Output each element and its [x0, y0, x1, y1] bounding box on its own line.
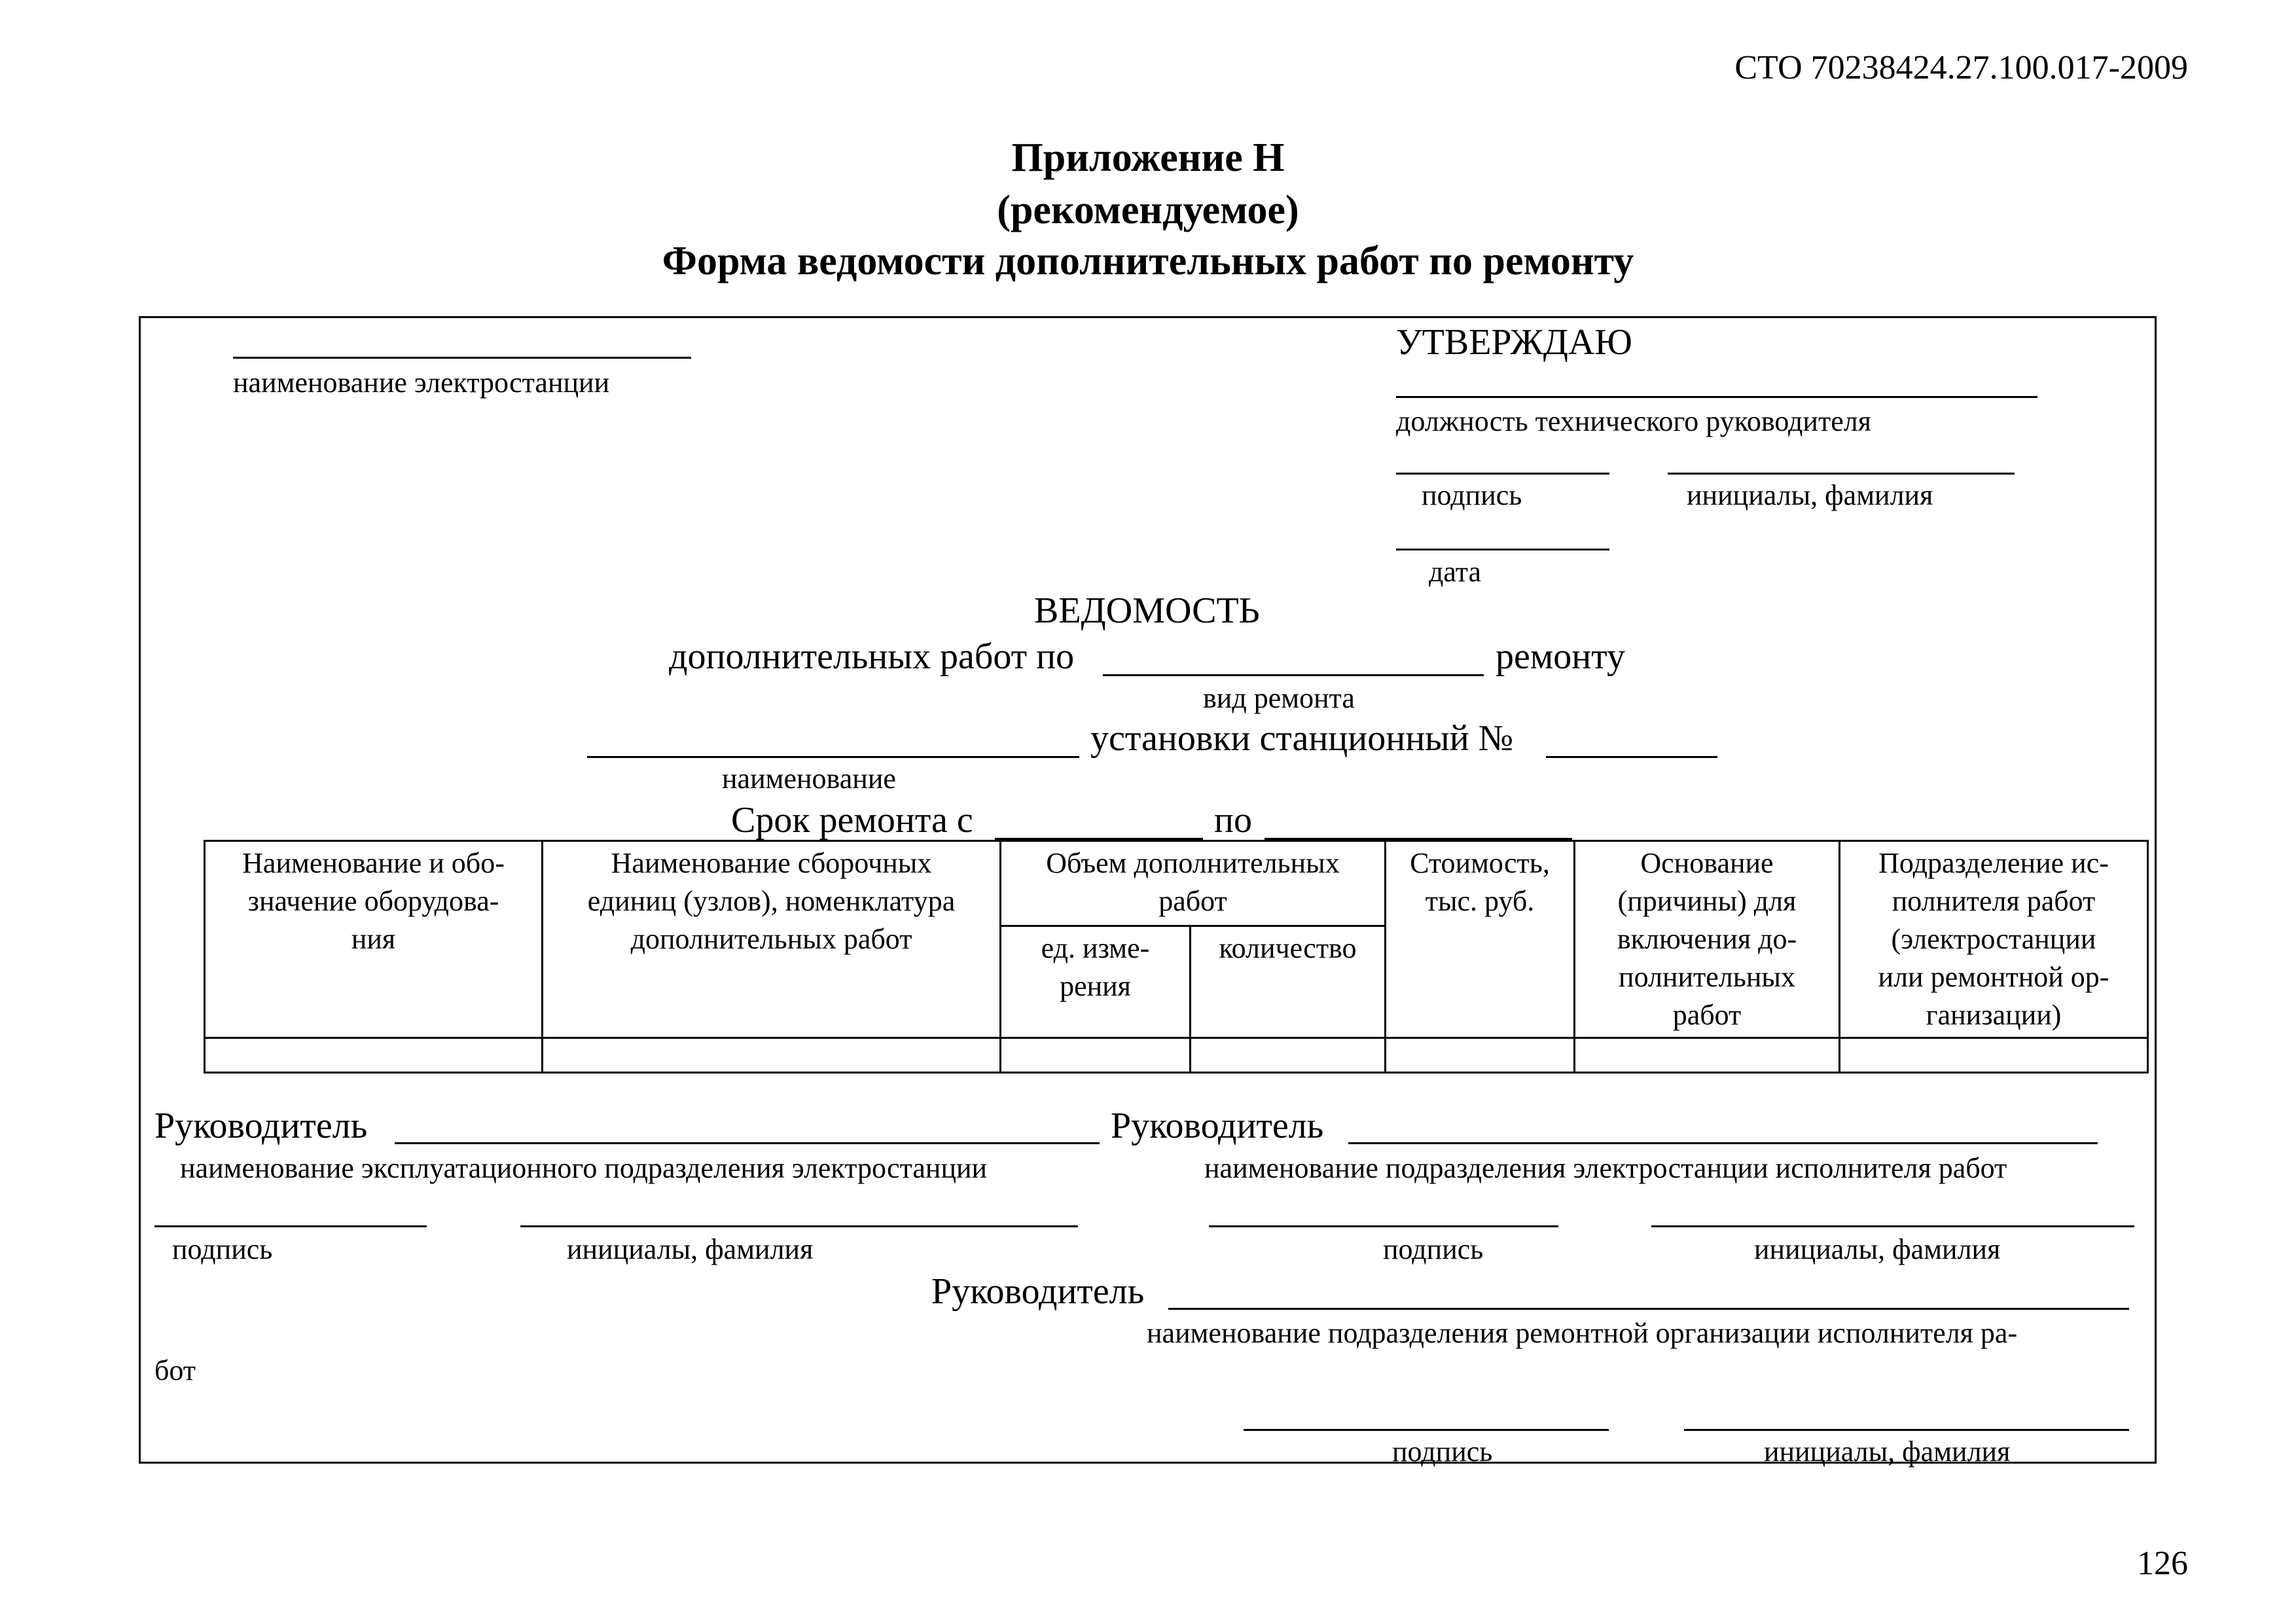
approve-initials-caption: инициалы, фамилия: [1687, 479, 1933, 511]
position-line: [1396, 396, 2037, 398]
left-initials-line: [520, 1225, 1078, 1227]
approve-label: УТВЕРЖДАЮ: [1396, 322, 1632, 363]
table-cell: [205, 1038, 543, 1073]
header-assembly-units: Наименование сборочных единиц (узлов), номенклатура дополнительных работ: [543, 841, 1001, 1038]
installation-name-line: [587, 756, 1079, 758]
header-executor: Подразделение ис- полнителя работ (электростанции или ремонтной ор- ганизации): [1840, 841, 2148, 1038]
approve-signature-line: [1396, 473, 1609, 475]
header-volume-quantity: количество: [1191, 926, 1386, 1038]
head-operating-line: [395, 1142, 1100, 1144]
table-cell: [1001, 1038, 1191, 1073]
head-operating-label: Руководитель: [154, 1106, 368, 1146]
left-signature-caption: подпись: [172, 1233, 273, 1265]
header-volume-unit: ед. изме- рения: [1001, 926, 1191, 1038]
installation-label: установки станционный №: [1090, 718, 1514, 759]
head-repair-org-line: [1168, 1308, 2129, 1310]
table-cell: [543, 1038, 1001, 1073]
station-name-caption: наименование электростанции: [233, 367, 610, 399]
table-row: [205, 1038, 2148, 1073]
right-signature-caption: подпись: [1383, 1233, 1484, 1265]
header-volume: Объем дополнительных работ: [1001, 841, 1386, 926]
table-cell: [1840, 1038, 2148, 1073]
statement-works-prefix: дополнительных работ по: [669, 636, 1075, 677]
works-table: [204, 840, 2149, 1074]
table-cell: [1575, 1038, 1840, 1073]
head-repair-org-caption-end: бот: [154, 1354, 196, 1386]
installation-name-caption: наименование: [722, 763, 896, 795]
left-signature-line: [154, 1225, 427, 1227]
approve-initials-line: [1668, 473, 2015, 475]
header-equipment: Наименование и обо- значение оборудова- ния: [205, 841, 543, 1038]
head-executor-caption: наименование подразделения электростанции исполнителя работ: [1204, 1152, 2007, 1184]
repair-signature-caption: подпись: [1392, 1435, 1493, 1468]
header-reason: Основание (причины) для включения до- полнительных работ: [1575, 841, 1840, 1038]
appendix-title: Приложение Н: [1011, 135, 1285, 180]
head-operating-caption: наименование эксплуатационного подразделения электростанции: [180, 1152, 988, 1184]
head-executor-label: Руководитель: [1111, 1106, 1324, 1146]
form-title: Форма ведомости дополнительных работ по ремонту: [662, 239, 1634, 283]
page-number: 126: [2137, 1545, 2188, 1582]
head-repair-org-caption: наименование подразделения ремонтной организации исполнителя ра-: [1147, 1317, 2018, 1349]
right-initials-line: [1651, 1225, 2134, 1227]
right-initials-caption: инициалы, фамилия: [1754, 1233, 2001, 1265]
statement-works-suffix: ремонту: [1496, 636, 1625, 677]
statement-title: ВЕДОМОСТЬ: [1034, 590, 1260, 631]
repair-signature-line: [1244, 1429, 1609, 1431]
repair-initials-line: [1684, 1429, 2129, 1431]
approve-signature-caption: подпись: [1422, 479, 1522, 511]
repair-type-caption: вид ремонта: [1203, 682, 1355, 714]
table-cell: [1386, 1038, 1575, 1073]
station-number-line: [1546, 756, 1717, 758]
table-cell: [1191, 1038, 1386, 1073]
approve-date-caption: дата: [1429, 556, 1482, 588]
left-initials-caption: инициалы, фамилия: [567, 1233, 814, 1265]
right-signature-line: [1209, 1225, 1558, 1227]
repair-type-line: [1103, 674, 1484, 676]
header-cost: Стоимость, тыс. руб.: [1386, 841, 1575, 1038]
document-code: СТО 70238424.27.100.017-2009: [1734, 49, 2188, 86]
approve-date-line: [1396, 549, 1609, 550]
head-executor-line: [1348, 1142, 2098, 1144]
position-caption: должность технического руководителя: [1396, 405, 1871, 437]
appendix-status: (рекомендуемое): [997, 188, 1299, 232]
repair-initials-caption: инициалы, фамилия: [1764, 1435, 2011, 1468]
station-name-line: [233, 357, 691, 359]
term-to-label: по: [1214, 800, 1252, 840]
head-repair-org-label: Руководитель: [931, 1271, 1145, 1312]
term-prefix: Срок ремонта с: [731, 800, 973, 840]
